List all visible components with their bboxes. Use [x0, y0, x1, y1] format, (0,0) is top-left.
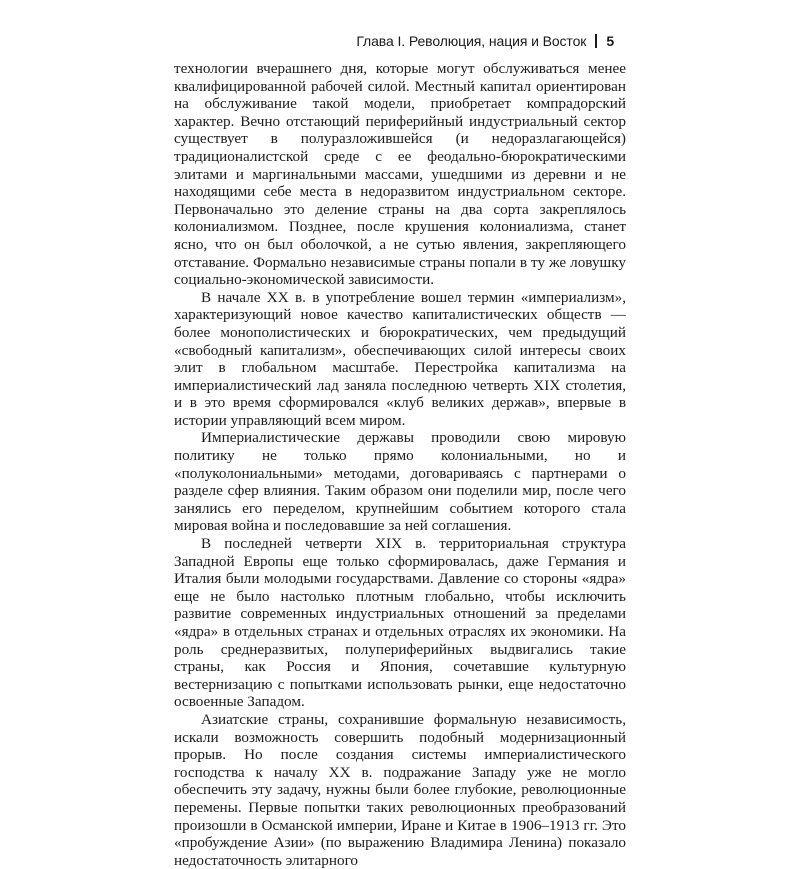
running-header: [356, 33, 614, 49]
page-number: 5: [606, 33, 614, 49]
chapter-title: Глава I. Революция, нация и Восток: [356, 33, 587, 49]
header-separator: [595, 34, 597, 48]
paragraph-4: В последней четверти XIX в. территориальная структура Западной Европы еще только сформировалась, даже Германия и Италия были молодыми государствами. Давление со стороны «ядра» еще не было настолько плотным глобально, чтобы исключить развитие современных индустриальных отношений за пределами «ядра» в отдельных странах и отдельных отраслях их экономики. На роль среднеразвитых, полупериферийных выдвигались такие страны, как Россия и Япония, сочетавшие культурную вестернизацию с попытками использовать рынки, еще недостаточно освоенные Западом.: [174, 535, 626, 711]
paragraph-3: Империалистические державы проводили свою мировую политику не только прямо колониальными, но и «полуколониальными» методами, договариваясь с партнерами о разделе сфер влияния. Таким образом они поделили мир, после чего занялись его переделом, крупнейшим событием которого стала мировая война и последовавшие за ней соглашения.: [174, 429, 626, 535]
body-text: [174, 60, 626, 869]
paragraph-5: Азиатские страны, сохранившие формальную независимость, искали возможность совершить подобный модернизационный прорыв. Но после создания системы империалистического господства к началу XX в. подражание Западу уже не могло обеспечить эту задачу, нужны были более глубокие, революционные перемены. Первые попытки таких революционных преобразований произошли в Османской империи, Иране и Китае в 1906–1913 гг. Это «пробуждение Азии» (по выражению Владимира Ленина) показало недостаточность элитарного: [174, 710, 626, 869]
paragraph-1: технологии вчерашнего дня, которые могут обслуживаться менее квалифицированной рабочей силой. Местный капитал ориентирован на обслуживание такой модели, приобретает компрадорский характер. Вечно отстающий периферийный индустриальный сектор существует в полуразложившейся (и недоразлагающейся) традиционалистской среде с ее феодально-бюрократическими элитами и маргинальными массами, ушедшими из деревни и не находящими себе места в недоразвитом индустриальном секторе. Первоначально это деление страны на два сорта закреплялось колониализмом. Позднее, после крушения колониализма, станет ясно, что он был оболочкой, а не сутью явления, закрепляющего отставание. Формально независимые страны попали в ту же ловушку социально-экономической зависимости.: [174, 60, 626, 289]
paragraph-2: В начале XX в. в употребление вошел термин «империализм», характеризующий новое качество капиталистических обществ — более монополистических и бюрократических, чем предыдущий «свободный капитализм», обеспечивающих силой интересы своих элит в глобальном масштабе. Перестройка капитализма на империалистический лад заняла последнюю четверть XIX столетия, и в это время сформировался «клуб великих держав», впервые в истории управляющий всем миром.: [174, 288, 626, 429]
